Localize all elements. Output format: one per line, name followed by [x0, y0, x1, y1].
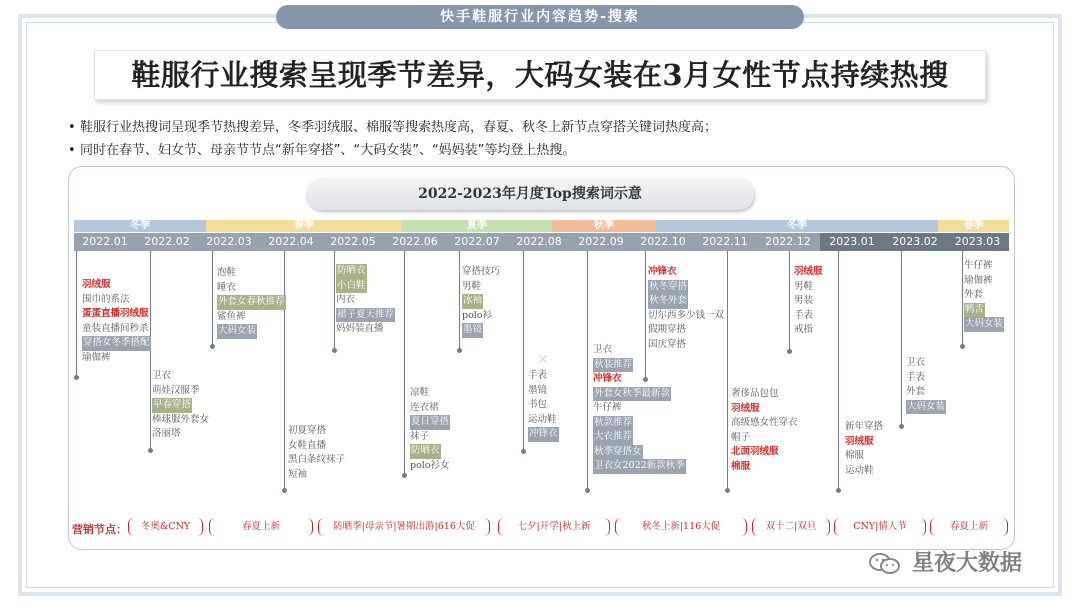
season-spring	[206, 220, 402, 232]
keywords-2022-04	[288, 424, 345, 482]
keyword-item: 穿搭女冬季搭配	[82, 336, 151, 351]
keyword-item: 手表	[906, 371, 926, 383]
connector-line	[334, 251, 335, 351]
bullet-1	[68, 116, 717, 135]
keyword-item: 羽绒服	[82, 279, 111, 290]
wechat-icon	[868, 552, 902, 574]
keyword-item: 戒指	[794, 324, 814, 335]
keyword-item: 外套	[906, 386, 926, 397]
marketing-node: 七夕|开学|秋上新	[498, 518, 610, 536]
keywords-2023-03	[964, 259, 1004, 332]
month-2022-11: 2022.11	[702, 235, 748, 248]
keyword-item: 运动鞋	[528, 413, 557, 425]
connector-line	[587, 251, 588, 491]
season-label: 冬季	[130, 220, 150, 231]
connector-line	[459, 251, 460, 351]
keyword-item: 秋款推荐	[593, 416, 633, 431]
keywords-2022-01	[82, 278, 151, 365]
keyword-item: 墨镜	[528, 384, 548, 396]
month-2022-03: 2022.03	[206, 235, 252, 248]
keyword-item: 棉服	[845, 450, 865, 461]
keyword-item: 牛仔裤	[593, 402, 622, 413]
marketing-node: 冬奥&CNY	[128, 518, 203, 536]
keyword-item: 短袖	[288, 468, 308, 480]
month-2022-02: 2022.02	[144, 235, 190, 248]
marketing-node: 防晒季|母亲节|暑期出游|616大促	[318, 518, 490, 536]
keywords-2022-05	[336, 264, 395, 337]
month-2022-08: 2022.08	[516, 235, 562, 248]
keyword-item: 内衣	[336, 294, 356, 305]
season-summer	[402, 220, 552, 232]
keyword-item: 卫衣	[593, 344, 613, 355]
keyword-item: 秋冬穿搭	[648, 280, 688, 295]
keyword-item: 外套女秋季最新款	[593, 387, 671, 402]
keyword-item: 鲨鱼裤	[217, 310, 246, 322]
month-2022-12: 2022.12	[765, 235, 811, 248]
keyword-item: 卫衣	[152, 370, 172, 381]
month-2022-01: 2022.01	[82, 235, 128, 248]
month-2023-02: 2023.02	[884, 233, 946, 251]
keyword-item: 冲锋衣	[593, 373, 622, 384]
keyword-item: 鸭舌	[964, 303, 985, 318]
connector-line	[901, 251, 902, 427]
keyword-item: 袜子	[410, 430, 430, 442]
keyword-item: 羽绒服	[794, 266, 823, 277]
marketing-node: 双十二|双旦	[752, 518, 830, 536]
bullet-text: 同时在春节、妇女节、母亲节节点“新年穿搭”、“大码女装”、“妈妈装”等均登上热搜。	[80, 143, 576, 158]
headline: 鞋服行业搜索呈现季节差异，大码女装在3月女性节点持续热搜	[94, 50, 986, 100]
season-label: 春季	[294, 220, 314, 231]
month-2022-10: 2022.10	[640, 235, 686, 248]
season-label: 夏季	[467, 220, 487, 231]
connector-line	[212, 251, 213, 347]
keyword-item: 瑜伽裤	[964, 274, 993, 286]
keyword-item: polo衫女	[410, 459, 450, 471]
keyword-item: 男鞋	[462, 280, 482, 292]
season-spring-2	[938, 220, 1009, 232]
keyword-item: 秋季穿搭女	[593, 445, 643, 460]
connector-line	[962, 251, 963, 347]
keyword-item: 卫衣女2022新款秋季	[593, 459, 686, 474]
keywords-2022-10	[648, 265, 724, 352]
keyword-item: 小白鞋	[336, 279, 367, 294]
month-2022-09: 2022.09	[578, 235, 624, 248]
keyword-item: 高级感女性穿衣	[731, 417, 798, 428]
keywords-2022-03	[217, 266, 286, 339]
season-label: 冬季	[787, 220, 807, 231]
keyword-item: 大码女装	[217, 324, 257, 339]
keyword-item: 棒球服外套女	[152, 413, 210, 425]
keyword-item: 围巾的系法	[82, 293, 130, 305]
keyword-item: 早春穿搭	[152, 398, 192, 413]
keyword-item: 防晒衣	[336, 264, 367, 279]
keyword-item: 切尔西多少钱一双	[648, 309, 725, 321]
keyword-item: 童装直播间秒杀	[82, 322, 149, 334]
chart-title: 2022-2023年月度Top搜索词示意	[306, 178, 754, 210]
connector-line	[838, 251, 839, 491]
connector-line	[727, 251, 728, 491]
keywords-2022-07	[462, 265, 500, 338]
keywords-2022-09	[593, 343, 686, 474]
marketing-node: 春夏上新	[209, 518, 313, 536]
keyword-item: 秋装推荐	[593, 358, 633, 373]
keyword-item: 冰袖	[462, 294, 483, 309]
keyword-item: 墨镜	[462, 323, 483, 338]
keyword-item: 男装	[794, 295, 814, 306]
keyword-item: 北面羽绒服	[731, 446, 779, 457]
bullet-dot: •	[68, 120, 76, 135]
connector-line	[523, 251, 524, 452]
keyword-item: 手表	[794, 309, 814, 321]
bullet-2	[68, 139, 575, 158]
keyword-item: 妈妈装直播	[336, 323, 384, 334]
keyword-item: 国庆穿搭	[648, 338, 687, 350]
keyword-item: 棉服	[731, 460, 751, 472]
marketing-node: CNY|情人节	[834, 518, 926, 536]
keyword-item: 书包	[528, 399, 548, 410]
keyword-item: polo衫	[462, 309, 493, 321]
season-label: 春季	[963, 220, 984, 231]
section-title: 快手鞋服行业内容趋势-搜索	[276, 5, 804, 29]
keyword-item: 裙子夏天推荐	[336, 308, 395, 323]
keywords-2023-02	[906, 356, 946, 414]
season-winter-2	[656, 220, 938, 232]
marketing-label: 营销节点：	[72, 523, 127, 536]
keyword-item: 蛋蛋直播羽绒服	[82, 308, 149, 319]
keyword-item: 羽绒服	[845, 435, 874, 447]
keyword-item: 男鞋	[794, 280, 814, 292]
keyword-item: 大码女装	[964, 317, 1004, 332]
watermark: 星夜大数据	[912, 551, 1023, 576]
keyword-item: 瑜伽裤	[82, 351, 111, 363]
keyword-item: 冲锋衣	[528, 427, 559, 442]
month-2022-04: 2022.04	[268, 235, 314, 248]
bullet-text: 鞋服行业热搜词呈现季节热搜差异，冬季羽绒服、棉服等搜索热度高，春夏、秋冬上新节点穿搭关键词热度高；	[80, 120, 718, 135]
keyword-item: 秋冬外套	[648, 294, 688, 309]
month-2022-06: 2022.06	[392, 235, 438, 248]
keyword-item: 新年穿搭	[845, 421, 884, 432]
season-autumn	[552, 220, 656, 232]
keywords-2023-01	[845, 420, 883, 478]
bullet-dot: •	[68, 143, 76, 158]
keyword-item: 外套女春秋推荐	[217, 295, 286, 310]
keyword-item: 牛仔裤	[964, 260, 993, 271]
keyword-item: 萌娃汉服季	[152, 384, 200, 396]
connector-line	[76, 251, 77, 378]
keyword-item: 假期穿搭	[648, 324, 687, 335]
keyword-item: 大衣推荐	[593, 430, 633, 445]
keyword-item: 卫衣	[906, 357, 926, 368]
marketing-node: 春夏上新	[930, 518, 1008, 536]
keyword-item: 穿搭技巧	[462, 266, 501, 277]
keyword-item: 初夏穿搭	[288, 425, 327, 436]
keyword-item: 泡鞋	[217, 267, 237, 278]
keyword-item: 黑白条纹袜子	[288, 454, 346, 465]
keywords-2022-08	[528, 369, 559, 442]
keywords-2022-11	[731, 387, 798, 474]
keyword-item: 夏日穿搭	[410, 415, 450, 430]
keyword-item: 帽子	[731, 431, 751, 443]
keyword-item: 洛丽塔	[152, 428, 181, 439]
month-2023-03: 2023.03	[946, 233, 1009, 251]
keywords-2022-02	[152, 369, 209, 442]
keyword-item: 女鞋直播	[288, 439, 327, 451]
keyword-item: 奢侈品包包	[731, 388, 779, 399]
keyword-item: 羽绒服	[731, 402, 760, 414]
keyword-item: 冲锋衣	[648, 266, 677, 277]
season-winter	[74, 220, 206, 232]
keywords-2022-12	[794, 265, 823, 338]
month-2022-05: 2022.05	[330, 235, 376, 248]
month-2023-01: 2023.01	[820, 233, 884, 251]
keyword-item: 大码女装	[906, 400, 946, 415]
keyword-item: 外套	[964, 289, 984, 300]
close-icon: ✕	[537, 352, 549, 368]
keyword-item: 手表	[528, 370, 548, 381]
connector-line	[789, 251, 790, 352]
keyword-item: 防晒衣	[410, 444, 441, 459]
season-label: 秋季	[594, 220, 614, 231]
keyword-item: 运动鞋	[845, 464, 874, 476]
keyword-item: 凉鞋	[410, 387, 430, 398]
keywords-2022-06	[410, 386, 450, 473]
keyword-item: 连衣裙	[410, 401, 439, 413]
month-2022-07: 2022.07	[454, 235, 500, 248]
marketing-node: 秋冬上新|116大促	[615, 518, 747, 536]
connector-line	[404, 251, 405, 476]
keyword-item: 睡衣	[217, 281, 237, 293]
